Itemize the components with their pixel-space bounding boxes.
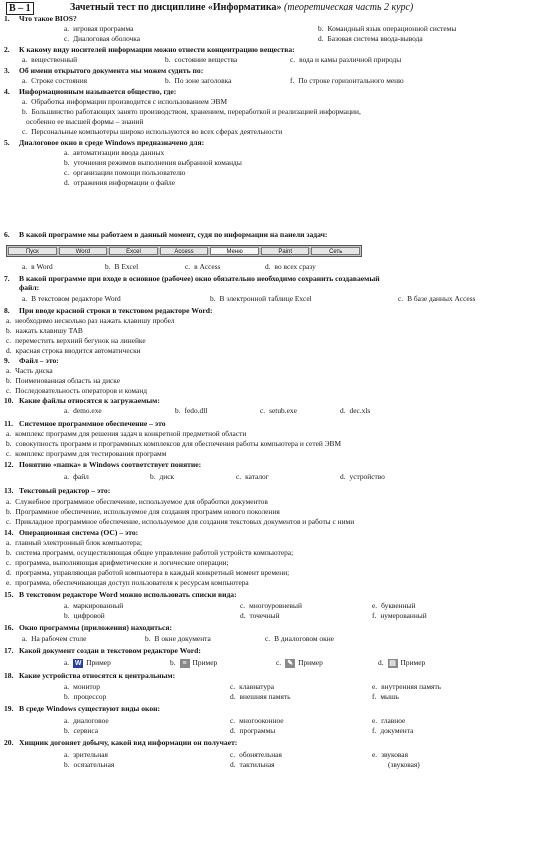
answer-option[interactable]: a. Служебное программное обеспечение, используемое для обработки документов [6, 497, 268, 506]
answer-option[interactable]: a. игровая программа [64, 24, 134, 33]
answer-option[interactable]: c. setub.exe [260, 406, 297, 415]
answer-option[interactable]: d. dec.xls [340, 406, 371, 415]
answer-option[interactable]: b. сервиса [64, 726, 98, 735]
answer-option[interactable]: b. Большинство работающих занято производством, хранением, переработкой и реализацией информации, [22, 107, 361, 116]
answer-option[interactable]: f. мышь [372, 692, 400, 701]
answer-option[interactable]: e. программа, обеспечивающая доступ пользователя к ресурсам компьютера [6, 578, 249, 587]
taskbar-button: Сеть [311, 247, 360, 255]
answer-option[interactable]: a. диалоговое [64, 716, 109, 725]
question-15: 15. В текстовом редакторе Word можно использовать списки вида: [4, 590, 237, 599]
answer-option[interactable]: f. По строке горизонтального меню [290, 76, 404, 85]
answer-option[interactable]: c. многооконное [230, 716, 284, 725]
taskbar-button: Пуск [8, 247, 57, 255]
answer-option[interactable]: b. цифровой [64, 611, 105, 620]
title-main: Зачетный тест по дисциплине «Информатика» [70, 2, 282, 13]
question-13: 13. Текстовый редактор – это: [4, 486, 111, 495]
answer-option[interactable]: c. программа, выполняющая арифметические и логические операции; [6, 558, 229, 567]
variant-tag: В – 1 [6, 2, 34, 15]
answer-option[interactable]: c. В базе данных Access [398, 294, 476, 303]
answer-option[interactable]: a. На рабочем столе [22, 634, 87, 643]
question-8: 8. При вводе красной строки в текстовом редакторе Word: [4, 306, 213, 315]
answer-option[interactable]: b. состояние вещества [165, 55, 238, 64]
answer-option[interactable]: c. клавиатура [230, 682, 275, 691]
question-6: 6. В какой программе мы работаем в данный момент, судя по информации на панели задач: [4, 230, 328, 239]
question-16: 16. Окно программы (приложения) находиться: [4, 623, 173, 632]
answer-option[interactable]: c. Прикладное программное обеспечение, используемое для создания текстовых документов и работы с ними [6, 517, 355, 526]
answer-option[interactable]: b. Поименованная область на диске [6, 376, 120, 385]
answer-option[interactable]: b. В электронной таблице Excel [210, 294, 312, 303]
answer-option[interactable]: d. Базовая система ввода-вывода [318, 34, 423, 43]
answer-option[interactable]: e. звуковая [372, 750, 408, 759]
answer-option[interactable]: a. файл [64, 472, 89, 481]
answer-option[interactable]: a. маркированный [64, 601, 124, 610]
answer-option[interactable]: b. уточнения режимов выполнения выбранной команды [64, 158, 242, 167]
answer-option-continuation: особенно ее высшей формы – знаний [26, 117, 144, 126]
answer-option[interactable]: b. совокупность программ и программных комплексов для обеспечения работы компьютера и сетей ЭВМ [6, 439, 342, 448]
answer-option[interactable]: a. зрительная [64, 750, 108, 759]
answer-option[interactable]: c. каталог [236, 472, 269, 481]
answer-option[interactable]: b. В Excel [105, 262, 139, 271]
answer-option[interactable]: d. программа, управляющая работой компьютера в каждый конкретный момент времени; [6, 568, 290, 577]
answer-option[interactable]: a. главный электронный блок компьютера; [6, 538, 142, 547]
answer-option[interactable]: b. процессор [64, 692, 107, 701]
answer-option[interactable]: a. Строке состояния [22, 76, 88, 85]
answer-option[interactable]: a. W Пример [64, 658, 111, 667]
taskbar-button: Paint [261, 247, 310, 255]
answer-option[interactable]: a. в Word [22, 262, 53, 271]
answer-option[interactable]: a. монитор [64, 682, 100, 691]
title-subtitle: (теоретическая часть 2 курс) [284, 2, 414, 13]
answer-option[interactable]: c. Персональные компьютеры широко используются во всех сферах деятельности [22, 127, 283, 136]
paint-document-icon: ✎ [285, 659, 295, 668]
answer-option[interactable]: b. система программ, осуществляющая общее управление работой устройств компьютера; [6, 548, 294, 557]
answer-option[interactable]: c. организации помощи пользователю [64, 168, 186, 177]
answer-option[interactable]: a. Часть диска [6, 366, 53, 375]
question-7-continuation: файл: [19, 283, 40, 292]
answer-option[interactable]: b. В окне документа [145, 634, 211, 643]
answer-option[interactable]: d. программы [230, 726, 276, 735]
answer-option[interactable]: c. Диалоговая оболочка [64, 34, 141, 43]
answer-option[interactable]: c. Последовательность операторов и команд [6, 386, 148, 395]
answer-option[interactable]: e. буквенный [372, 601, 416, 610]
answer-option[interactable]: d. красная строка вводится автоматически [6, 346, 141, 355]
question-3: 3. Об имени открытого документа мы можем судить по: [4, 66, 204, 75]
question-5: 5. Диалоговое окно в среде Windows предназначено для: [4, 138, 205, 147]
taskbar-image [6, 245, 362, 257]
answer-option[interactable]: c. в Access [185, 262, 221, 271]
question-14: 14. Операционная система (ОС) – это: [4, 528, 139, 537]
question-2: 2. К какому виду носителей информации можно отнести концентрацию вещества: [4, 45, 295, 54]
answer-option[interactable]: b. осязательная [64, 760, 115, 769]
answer-option[interactable]: a. В текстовом редакторе Word [22, 294, 121, 303]
taskbar-button: Меню [210, 247, 259, 255]
taskbar-button: Access [160, 247, 209, 255]
answer-option[interactable]: d. во всех сразу [265, 262, 316, 271]
answer-option[interactable]: a. вещественный [22, 55, 78, 64]
answer-option[interactable]: c. переместить верхний бегунок на линейке [6, 336, 146, 345]
answer-option[interactable]: c. В диалоговом окне [265, 634, 334, 643]
text-document-icon: ≡ [180, 659, 190, 668]
answer-option[interactable]: d. отражения информации о файле [64, 178, 176, 187]
page-title [70, 2, 413, 13]
answer-note: (звуковая) [388, 760, 420, 769]
answer-option[interactable]: d. ▤ Пример [378, 658, 426, 667]
question-12: 12. Понятию «папка» в Windows соответствует понятие: [4, 460, 202, 469]
answer-option[interactable]: b. Командный язык операционной системы [318, 24, 457, 33]
taskbar-button: Word [59, 247, 108, 255]
answer-option[interactable]: e. главное [372, 716, 406, 725]
answer-option[interactable]: d. внешняя память [230, 692, 291, 701]
answer-option[interactable]: d. тактильная [230, 760, 275, 769]
taskbar-button: Excel [109, 247, 158, 255]
answer-option[interactable]: e. внутренняя память [372, 682, 442, 691]
question-7: 7. В какой программе при входе в основное (рабочее) окно обязательно необходимо сохранить создаваемый [4, 274, 380, 283]
question-1: 1. Что такое BIOS? [4, 14, 77, 23]
answer-option[interactable]: b. fedo.dll [175, 406, 208, 415]
answer-option[interactable]: c. обонятельная [230, 750, 282, 759]
answer-option[interactable]: f. нумерованный [372, 611, 427, 620]
answer-option[interactable]: b. ≡ Пример [170, 658, 218, 667]
notepad-document-icon: ▤ [389, 659, 396, 667]
answer-option[interactable]: d. устройство [340, 472, 385, 481]
question-4: 4. Информационным называется общество, где: [4, 87, 177, 96]
answer-option[interactable]: a. необходимо несколько раз нажать клавишу пробел [6, 316, 175, 325]
question-11: 11. Системное программное обеспечение – это [4, 419, 166, 428]
answer-option[interactable]: c. комплекс программ для тестирования программ [6, 449, 167, 458]
answer-option[interactable]: a. автоматизации ввода данных [64, 148, 165, 157]
answer-option[interactable]: b. нажать клавишу TAB [6, 326, 83, 335]
answer-option[interactable]: a. Обработка информации производится с использованием ЭВМ [22, 97, 228, 106]
answer-option[interactable]: b. диск [150, 472, 175, 481]
answer-option[interactable]: c. ✎ Пример [276, 658, 323, 667]
answer-option[interactable]: b. По зоне заголовка [165, 76, 232, 85]
answer-option[interactable]: f. документа [372, 726, 414, 735]
word-document-icon: W [74, 659, 82, 667]
question-9: 9. Файл – это: [4, 356, 59, 365]
answer-option[interactable]: c. многоуровневый [240, 601, 302, 610]
answer-option[interactable]: a. комплекс программ для решения задач в конкретной предметной области [6, 429, 247, 438]
answer-option[interactable]: a. demo.exe [64, 406, 102, 415]
question-10: 10. Какие файлы относятся к загружаемым: [4, 396, 160, 405]
question-19: 19. В среде Windows существуют виды окон: [4, 704, 161, 713]
question-18: 18. Какие устройства относятся к центральным: [4, 671, 176, 680]
question-20: 20. Хищник догоняет добычу, какой вид информации он получает: [4, 738, 238, 747]
answer-option[interactable]: d. точечный [240, 611, 280, 620]
answer-option[interactable]: b. Программное обеспечение, используемое для создания программ нового поколения [6, 507, 280, 516]
question-17: 17. Какой документ создан в текстовом редакторе Word: [4, 646, 201, 655]
answer-option[interactable]: c. вода и камы различной природы [290, 55, 402, 64]
